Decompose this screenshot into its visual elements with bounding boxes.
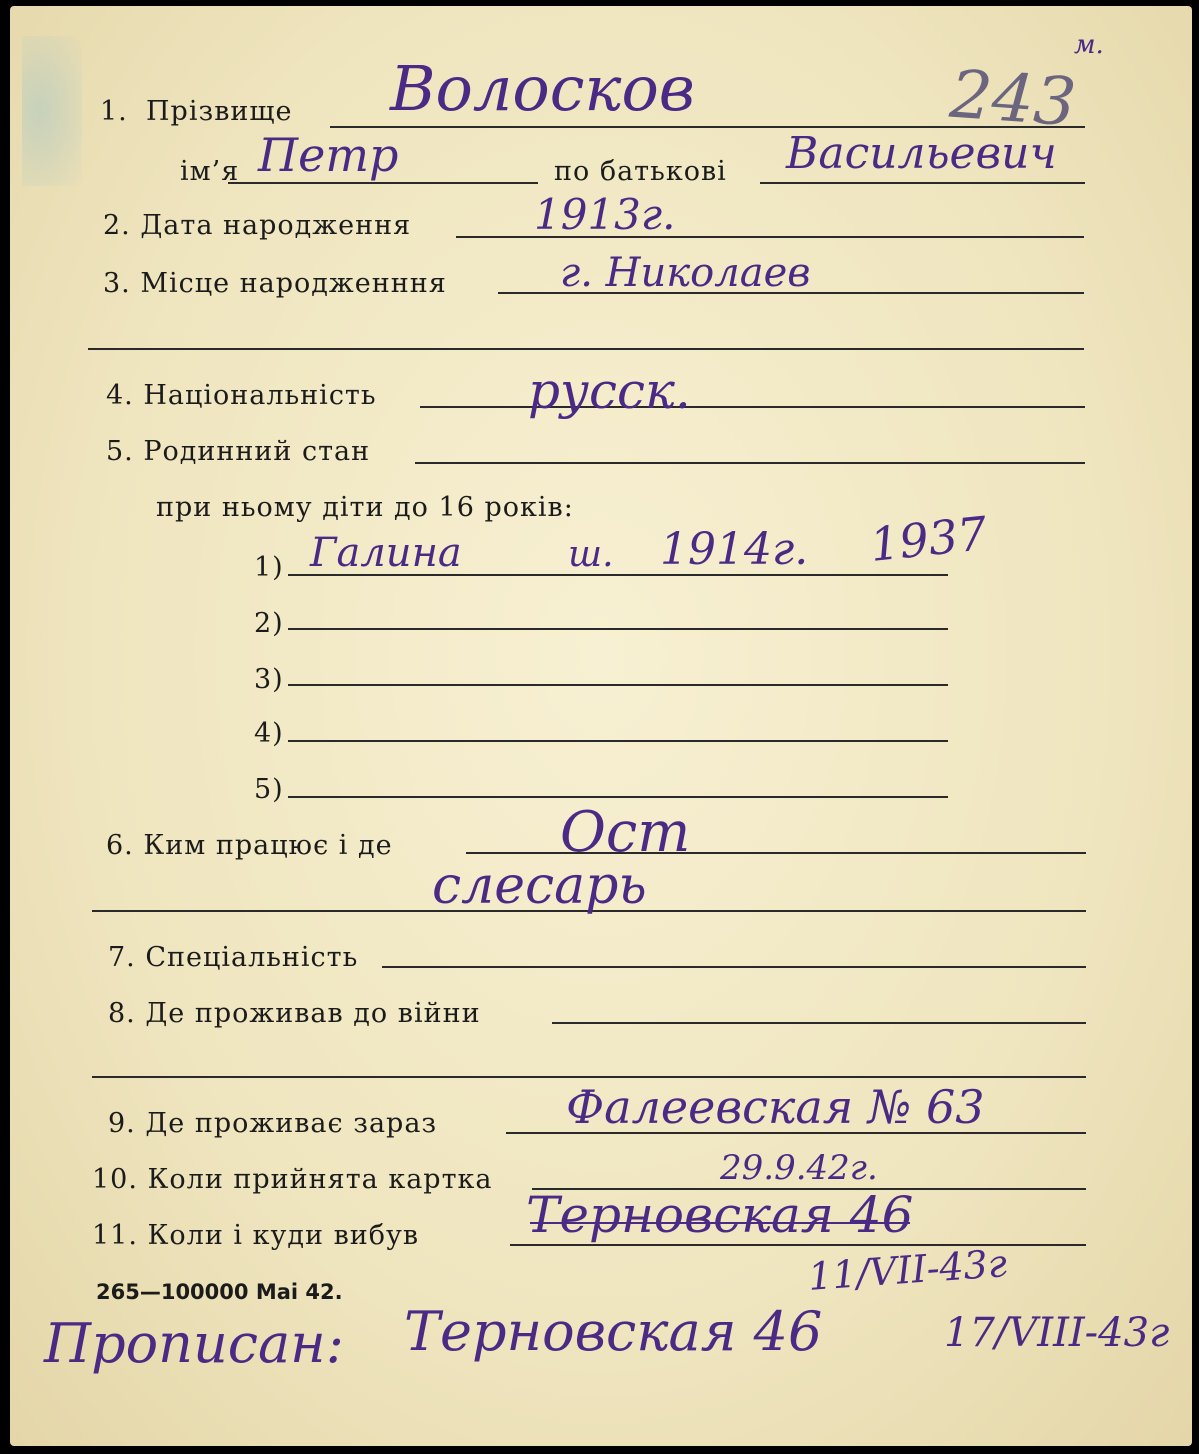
label-specialty: 7. Спеціальність <box>108 942 359 973</box>
child-5-line <box>288 796 948 798</box>
family-status-line <box>415 462 1085 464</box>
prewar-residence-line-2 <box>92 1076 1086 1078</box>
child-4-line <box>288 740 948 742</box>
child-1-year: 1914г. <box>660 524 809 575</box>
print-code: 265—100000 Mai 42. <box>96 1280 343 1304</box>
note-address: Терновская 46 <box>404 1300 823 1363</box>
label-card-date: 10. Коли прийнята картка <box>92 1164 493 1195</box>
label-birth-place: 3. Місце народженння <box>103 268 447 299</box>
birth-date-value: 1913г. <box>534 190 676 239</box>
label-departure: 11. Коли і куди вибув <box>92 1220 420 1251</box>
note-label: Прописан: <box>44 1312 344 1375</box>
label-child-4: 4) <box>254 718 284 749</box>
label-child-2: 2) <box>254 608 284 639</box>
label-child-3: 3) <box>254 664 284 695</box>
mark-m: м. <box>1074 30 1104 60</box>
label-family-status: 5. Родинний стан <box>106 436 371 467</box>
first-name-line <box>228 182 538 184</box>
note-date: 17/VIII-43г <box>944 1310 1170 1356</box>
label-nationality: 4. Національність <box>106 380 377 411</box>
label-1-num: 1. <box>100 96 128 127</box>
work-value: слесарь <box>432 856 647 916</box>
moved-to-strike <box>530 1222 910 1224</box>
label-birth-date: 2. Дата народження <box>103 210 412 241</box>
child-3-line <box>288 684 948 686</box>
patronymic-line <box>760 182 1085 184</box>
nationality-value: русск. <box>528 362 691 420</box>
label-surname: Прізвище <box>146 96 293 127</box>
nationality-line <box>420 406 1085 408</box>
label-first-name: ім’я <box>180 156 240 187</box>
specialty-line <box>382 966 1086 968</box>
current-address-value: Фалеевская № 63 <box>566 1080 985 1134</box>
child-1-mark: ш. <box>568 534 614 575</box>
card-number: 243 <box>947 55 1079 142</box>
child-2-line <box>288 628 948 630</box>
paper-stain <box>22 36 82 186</box>
label-children: при ньому діти до 16 років: <box>156 492 574 523</box>
moved-date-value: 11/VII-43г <box>806 1241 1009 1299</box>
birth-place-line-2 <box>88 348 1084 350</box>
label-prewar-residence: 8. Де проживав до війни <box>108 998 481 1029</box>
prewar-residence-line <box>552 1022 1086 1024</box>
label-current-residence: 9. Де проживає зараз <box>108 1108 438 1139</box>
child-1-extra: 1937 <box>867 506 990 572</box>
label-patronymic: по батькові <box>554 156 727 187</box>
child-1-name: Галина <box>310 530 462 576</box>
label-child-5: 5) <box>254 774 284 805</box>
first-name-value: Петр <box>258 128 399 182</box>
patronymic-value: Васильевич <box>786 128 1057 179</box>
label-employer: 6. Ким працює і де <box>106 830 393 861</box>
employer-value: Ост <box>560 800 691 865</box>
surname-value: Волосков <box>390 52 695 125</box>
label-child-1: 1) <box>254 552 284 583</box>
card-date-value: 29.9.42г. <box>720 1148 878 1188</box>
moved-to-value: Терновская 46 <box>526 1186 914 1244</box>
birth-place-value: г. Николаев <box>560 250 811 296</box>
employer-line <box>466 852 1086 854</box>
